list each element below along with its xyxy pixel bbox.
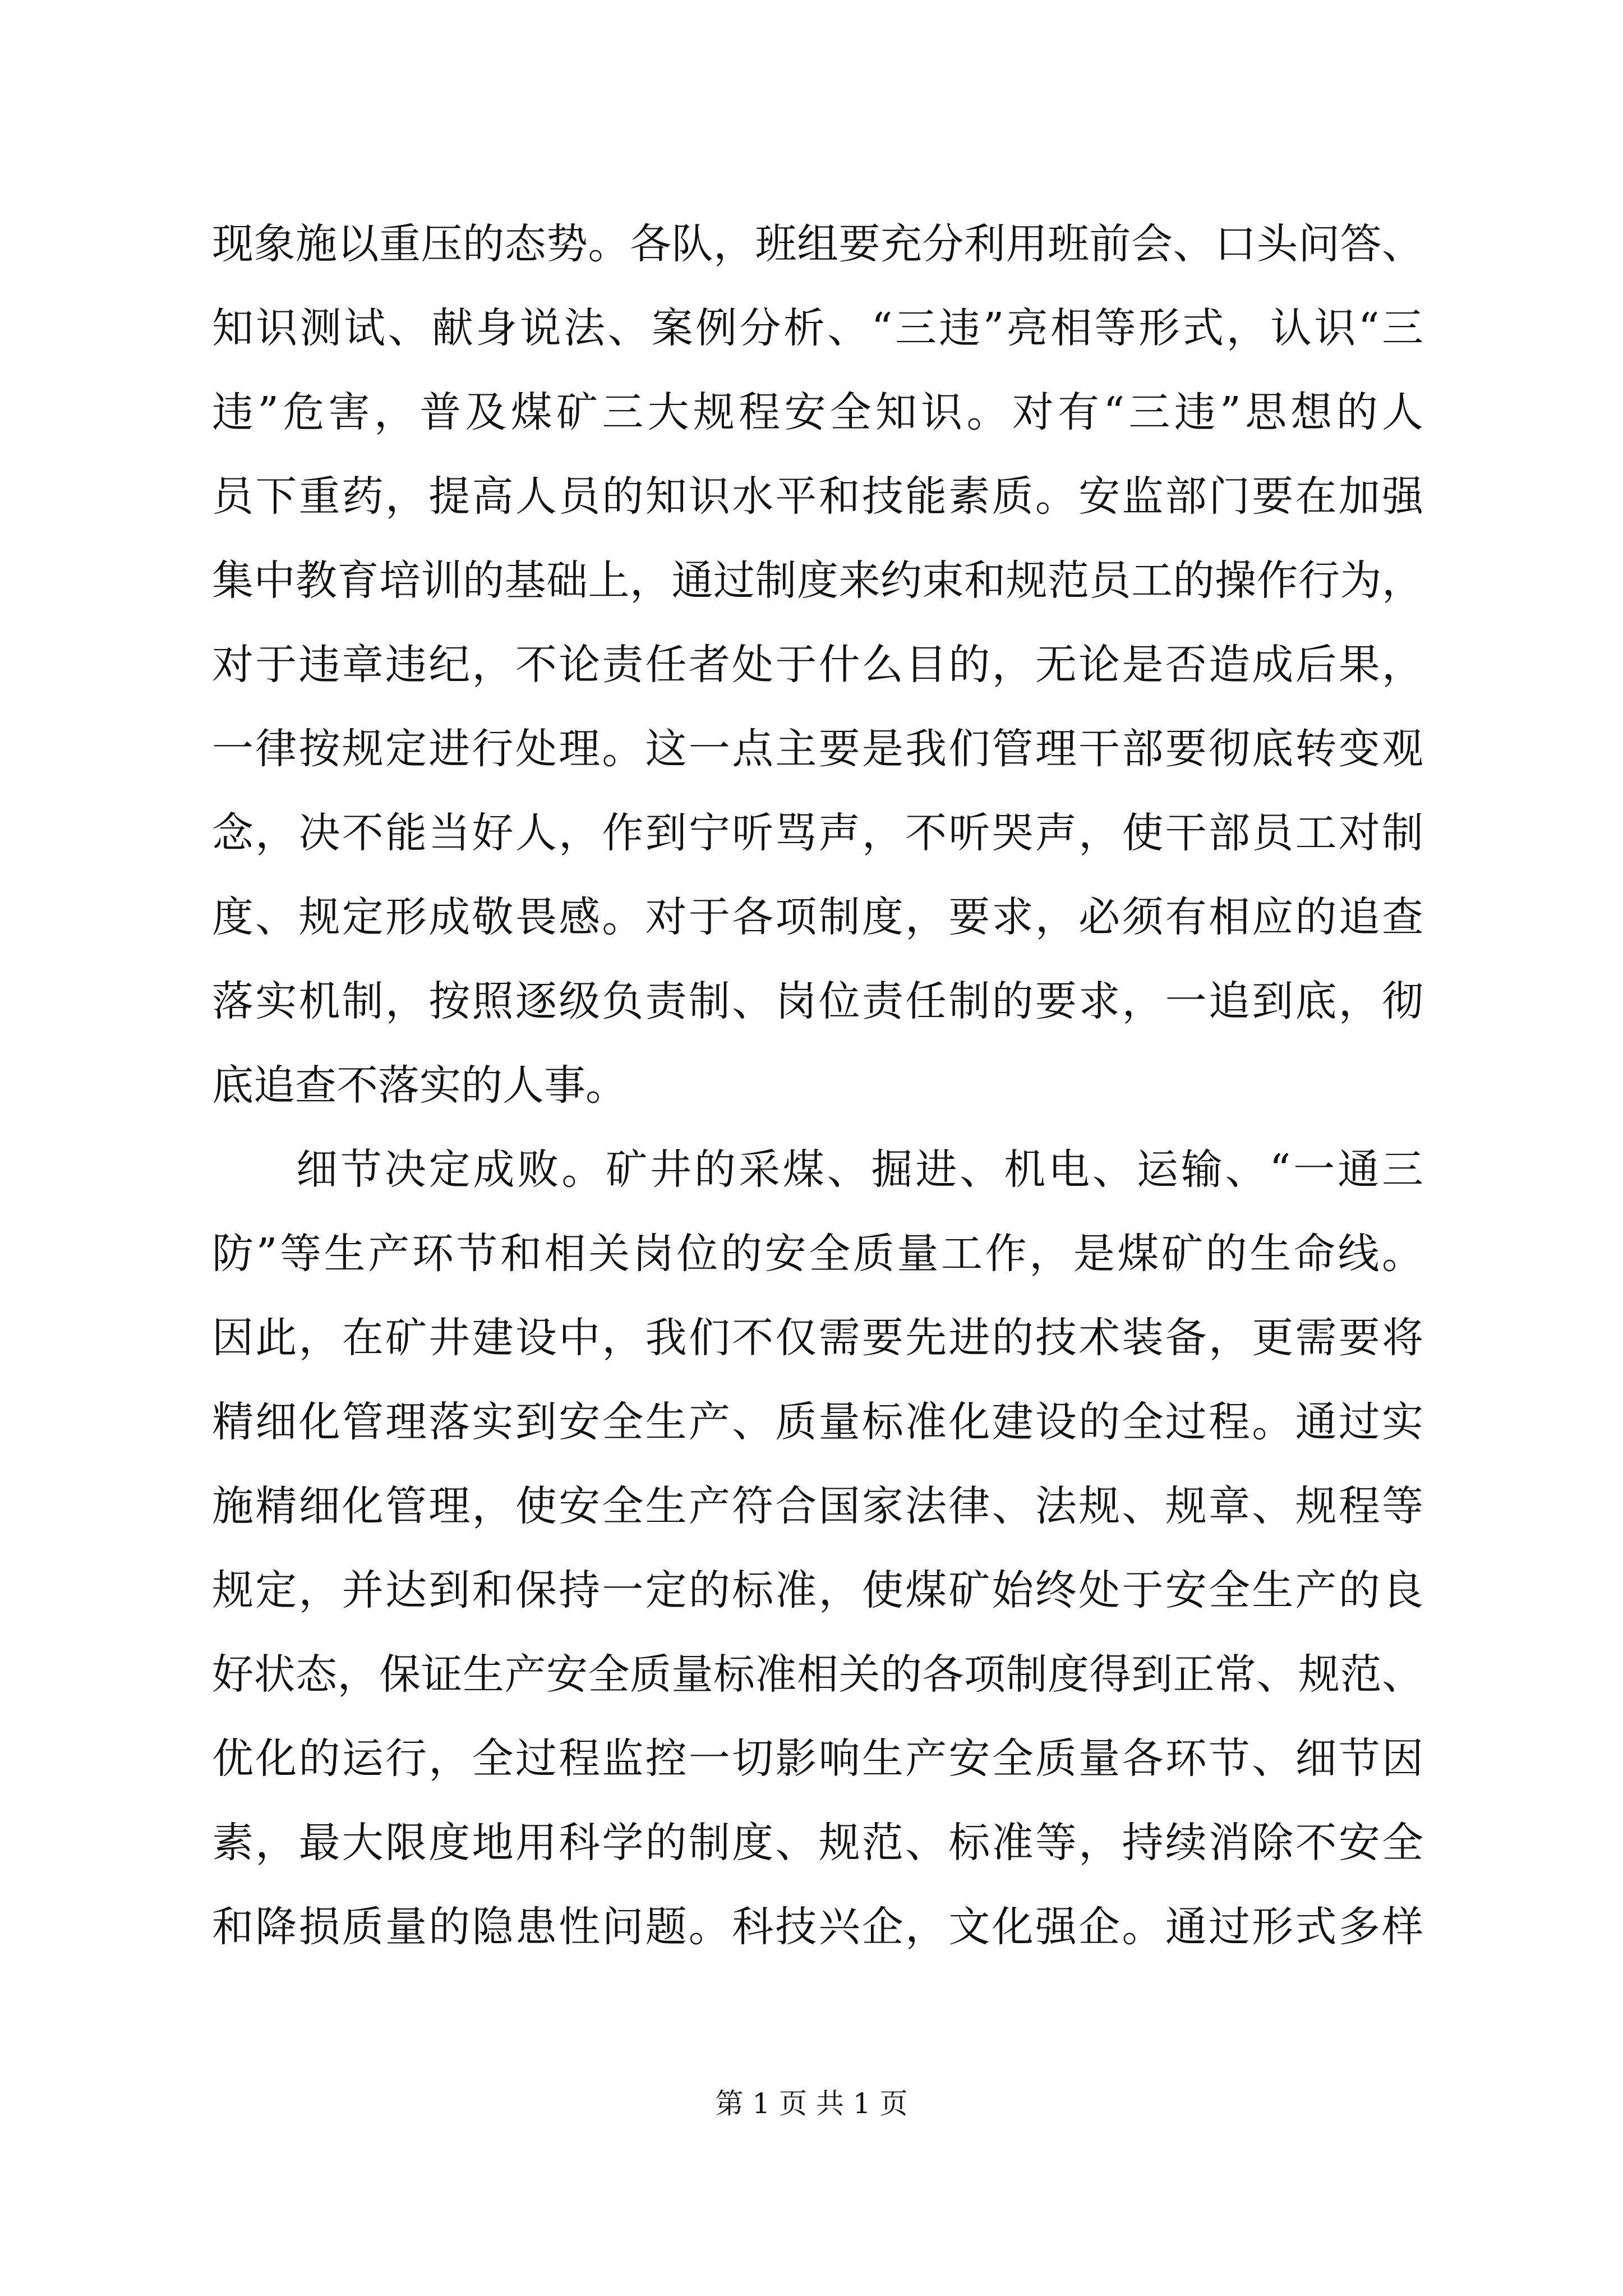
text-line: 知识测试、献身说法、案例分析、“三违”亮相等形式，认识“三 xyxy=(212,304,1423,352)
text-line: 现象施以重压的态势。各队，班组要充分利用班前会、口头问答、 xyxy=(212,220,1423,268)
page-number-label: 第 1 页 共 1 页 xyxy=(715,2087,908,2120)
text-line: 优化的运行，全过程监控一切影响生产安全质量各环节、细节因 xyxy=(212,1734,1423,1783)
text-line: 施精细化管理，使安全生产符合国家法律、法规、规章、规程等 xyxy=(212,1482,1423,1530)
text-line: 底追查不落实的人事。 xyxy=(212,1061,627,1110)
text-line: 规定，并达到和保持一定的标准，使煤矿始终处于安全生产的良 xyxy=(212,1566,1423,1614)
text-line: 落实机制，按照逐级负责制、岗位责任制的要求，一追到底，彻 xyxy=(212,977,1423,1025)
text-line: 念，决不能当好人，作到宁听骂声，不听哭声，使干部员工对制 xyxy=(212,809,1423,857)
text-line: 好状态，保证生产安全质量标准相关的各项制度得到正常、规范、 xyxy=(212,1650,1423,1699)
text-line: 集中教育培训的基础上，通过制度来约束和规范员工的操作行为， xyxy=(212,556,1423,605)
document-body xyxy=(212,202,1423,1969)
text-line: 因此，在矿井建设中，我们不仅需要先进的技术装备，更需要将 xyxy=(212,1314,1423,1362)
text-line: 员下重药，提高人员的知识水平和技能素质。安监部门要在加强 xyxy=(212,472,1423,521)
text-line: 一律按规定进行处理。这一点主要是我们管理干部要彻底转变观 xyxy=(212,725,1423,773)
paragraph-2 xyxy=(212,1128,1423,1969)
text-line: 度、规定形成敬畏感。对于各项制度，要求，必须有相应的追查 xyxy=(212,893,1423,941)
page-footer xyxy=(0,2087,1623,2120)
text-line: 对于违章违纪，不论责任者处于什么目的，无论是否造成后果， xyxy=(212,641,1423,689)
text-line: 素，最大限度地用科学的制度、规范、标准等，持续消除不安全 xyxy=(212,1819,1423,1867)
text-line: 精细化管理落实到安全生产、质量标准化建设的全过程。通过实 xyxy=(212,1398,1423,1446)
text-line: 防”等生产环节和相关岗位的安全质量工作，是煤矿的生命线。 xyxy=(212,1230,1423,1278)
text-line: 违”危害，普及煤矿三大规程安全知识。对有“三违”思想的人 xyxy=(212,388,1423,436)
text-line: 细节决定成败。矿井的采煤、掘进、机电、运输、“一通三 xyxy=(296,1145,1423,1194)
paragraph-1 xyxy=(212,202,1423,1128)
text-line: 和降损质量的隐患性问题。科技兴企，文化强企。通过形式多样 xyxy=(212,1903,1423,1951)
